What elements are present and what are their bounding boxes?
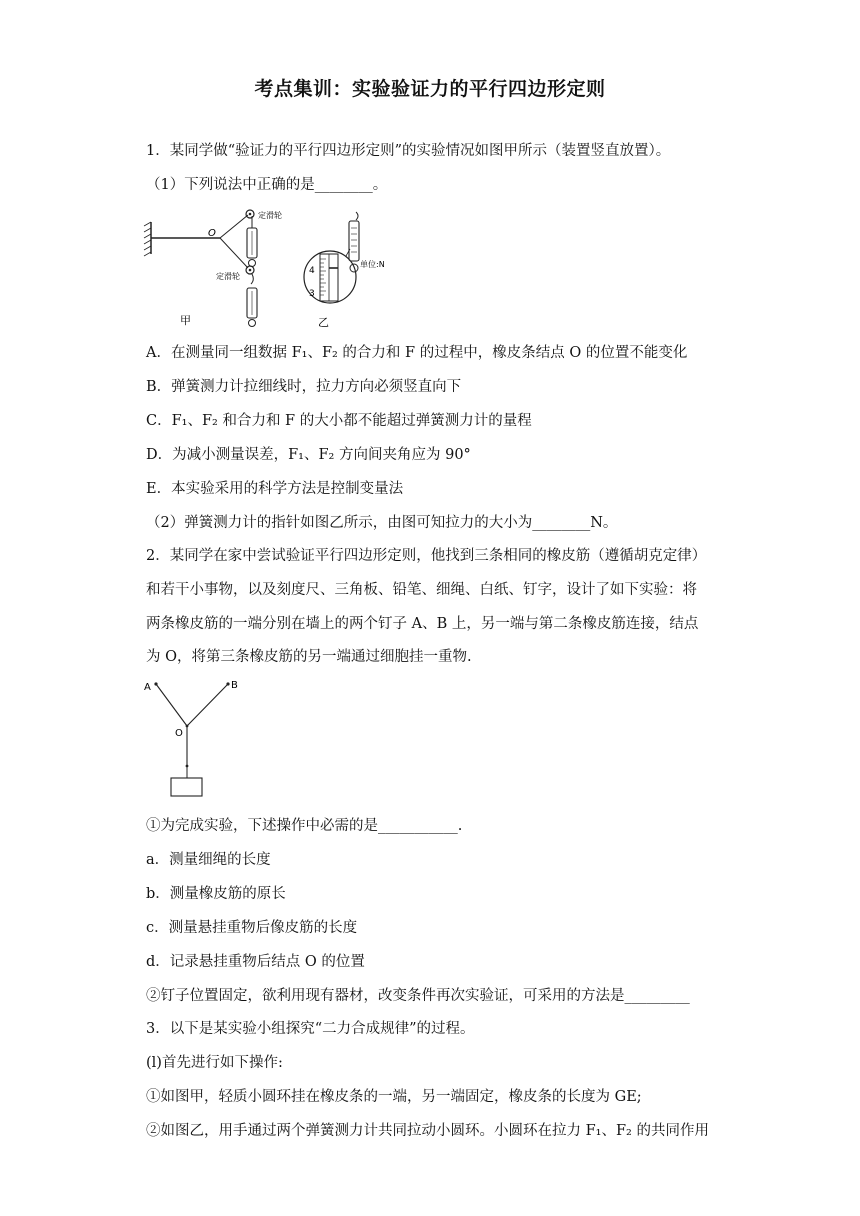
q3-line-1: 3．以下是某实验小组探究“二力合成规律”的过程。 — [146, 1021, 475, 1037]
q2-line-4: 为 O，将第三条橡皮筋的另一端通过细胞挂一重物. — [146, 649, 472, 665]
q2-figure-rubber-bands — [140, 674, 250, 802]
q1-stem: 1．某同学做“验证力的平行四边形定则”的实验情况如图甲所示（装置竖直放置）。 — [146, 143, 671, 159]
q3-line-4: ②如图乙，用手通过两个弹簧测力计共同拉动小圆环。小圆环在拉力 F₁、F₂ 的共同作用 — [146, 1123, 709, 1139]
q3-line-3: ①如图甲，轻质小圆环挂在橡皮条的一端，另一端固定，橡皮条的长度为 GE; — [146, 1089, 642, 1105]
figure-label-b: B — [231, 680, 238, 691]
q1-option-c: C．F₁、F₂ 和合力和 F 的大小都不能超过弹簧测力计的量程 — [146, 413, 532, 429]
q2-line-2: 和若干小事物，以及刻度尺、三角板、铅笔、细绳、白纸、钉字，设计了如下实验：将 — [146, 582, 697, 598]
figure-label-tick-4: 4 — [309, 266, 315, 276]
q1-part1: （1）下列说法中正确的是________。 — [146, 177, 388, 193]
figure-label-pulley-bottom: 定滑轮 — [216, 272, 240, 281]
q1-option-d: D．为减小测量误差，F₁、F₂ 方向间夹角应为 90° — [146, 447, 471, 463]
q3-line-2: (l)首先进行如下操作: — [146, 1055, 283, 1071]
figure-label-pulley-top: 定滑轮 — [258, 211, 282, 220]
q1-part2: （2）弹簧测力计的指针如图乙所示，由图可知拉力的大小为________N。 — [146, 515, 618, 531]
q2-option-c: c．测量悬挂重物后像皮筋的长度 — [146, 920, 358, 936]
q1-option-a: A．在测量同一组数据 F₁、F₂ 的合力和 F 的过程中，橡皮条结点 O 的位置不能变化 — [146, 345, 688, 361]
q1-option-b: B．弹簧测力计拉细线时，拉力方向必须竖直向下 — [146, 379, 462, 395]
figure-label-o: O — [208, 228, 216, 239]
q1-option-e: E．本实验采用的科学方法是控制变量法 — [146, 481, 404, 497]
figure-label-yi: 乙 — [318, 316, 329, 329]
figure-label-o-2: O — [175, 728, 183, 739]
figure-label-jia: 甲 — [180, 314, 191, 327]
figure-label-a: A — [144, 682, 151, 693]
q2-line-1: 2．某同学在家中尝试验证平行四边形定则，他找到三条相同的橡皮筋（遵循胡克定律） — [146, 548, 707, 564]
page-title: 考点集训：实验验证力的平行四边形定则 — [254, 78, 606, 100]
q2-line-3: 两条橡皮筋的一端分别在墙上的两个钉子 A、B 上，另一端与第二条橡皮筋连接，结点 — [146, 616, 699, 632]
q2-sub-1: ①为完成实验，下述操作中必需的是___________. — [146, 818, 463, 834]
figure-label-tick-3: 3 — [309, 289, 315, 299]
q2-sub-2: ②钉子位置固定，欲利用现有器材，改变条件再次实验证，可采用的方法是_________ — [146, 988, 690, 1004]
q2-option-d: d．记录悬挂重物后结点 O 的位置 — [146, 954, 365, 970]
q2-option-b: b．测量橡皮筋的原长 — [146, 886, 286, 902]
figure-label-unit: 单位:N — [360, 260, 385, 269]
q1-figure-apparatus — [140, 204, 390, 330]
q2-option-a: a．测量细绳的长度 — [146, 852, 271, 868]
